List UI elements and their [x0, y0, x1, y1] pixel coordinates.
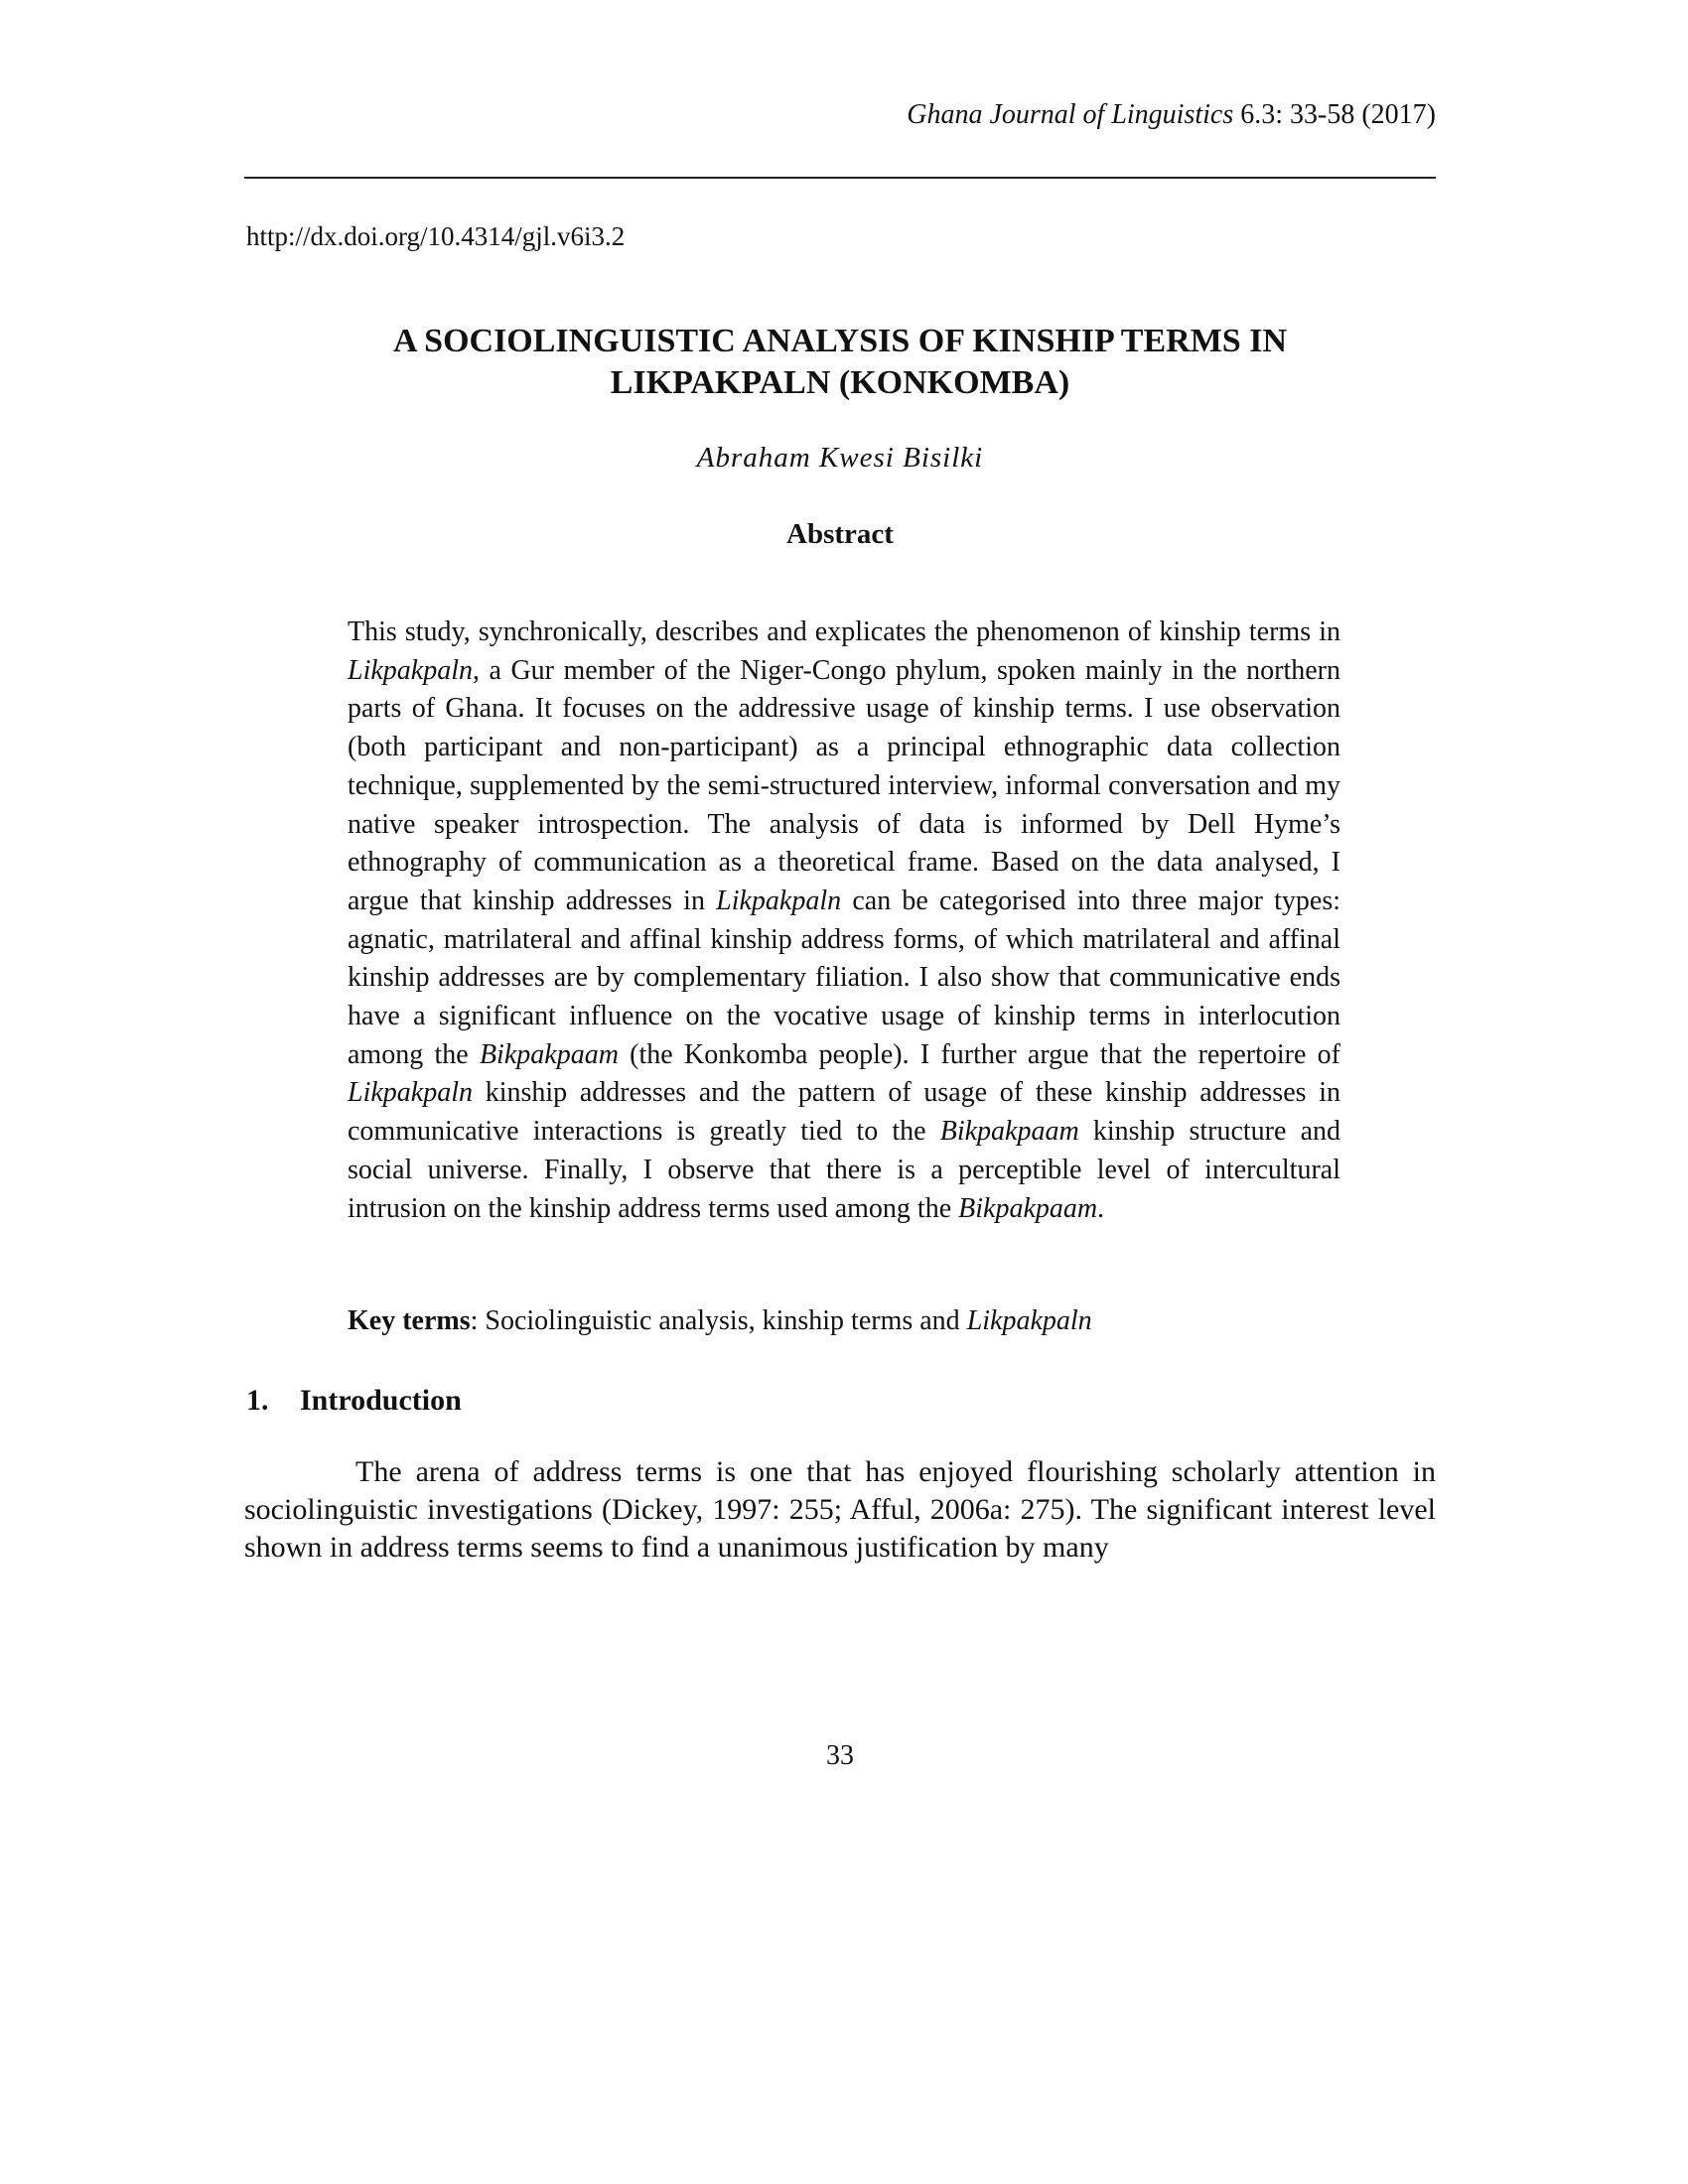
paper-title: [244, 321, 1436, 404]
running-header: [244, 99, 1436, 131]
abstract-text: [348, 614, 1340, 1228]
abstract-italic-term: Bikpakpaam: [479, 1038, 619, 1070]
introduction-paragraph: The arena of address terms is one that has enjoyed flourishing scholarly attention in sociolinguistic investigations (Dickey, 1997: 255; Afful, 2006a: 275). The significant interest level shown in address terms seems to find a unanimous justification by many: [244, 1455, 1436, 1564]
journal-name: Ghana Journal of Linguistics: [907, 99, 1234, 130]
title-line-2: LIKPAKPALN (KONKOMBA): [610, 364, 1070, 401]
abstract-heading: Abstract: [786, 518, 894, 550]
abstract-segment: can be categorised into three major types: agnatic, matrilateral and affinal kinship address forms, of which matrilateral and affinal kinship addresses are by complementary filiation. I also show that communicative ends have a significant influence on the vocative usage of kinship terms in interlocution among the: [348, 885, 1340, 1070]
doi-link[interactable]: http://dx.doi.org/10.4314/gjl.v6i3.2: [246, 221, 626, 251]
abstract-italic-term: Likpakpaln: [348, 1077, 473, 1109]
key-terms-italic: Likpakpaln: [966, 1305, 1092, 1336]
key-terms-label: Key terms: [348, 1305, 471, 1336]
abstract-italic-term: Bikpakpaam: [958, 1192, 1098, 1224]
abstract-segment: , a Gur member of the Niger-Congo phylum, spoken mainly in the northern parts of Ghana. It focuses on the addressive usage of kinship terms. I use observation (both participant and non-participant) as a principal ethnographic data collection technique, supplemented by the semi-structured interview, informal conversation and my native speaker introspection. The analysis of data is informed by Dell Hyme’s ethnography of communication as a theoretical frame. Based on the data analysed, I argue that kinship addresses in: [348, 654, 1340, 916]
section-title: Introduction: [300, 1384, 462, 1417]
abstract-italic-term: Likpakpaln: [716, 885, 842, 916]
page-number: 33: [826, 1740, 854, 1771]
section-heading-introduction: [246, 1384, 462, 1418]
abstract-segment: kinship addresses and the pattern of usage of these kinship addresses in communicative interactions is greatly tied to the: [348, 1077, 1340, 1148]
author-name: Abraham Kwesi Bisilki: [696, 442, 984, 474]
journal-citation: 6.3: 33-58 (2017): [1233, 99, 1436, 130]
key-terms: [348, 1305, 1340, 1337]
key-terms-text: : Sociolinguistic analysis, kinship terms and: [470, 1305, 967, 1336]
abstract-italic-term: Likpakpaln: [348, 654, 473, 686]
header-rule: [244, 177, 1436, 179]
title-line-1: A SOCIOLINGUISTIC ANALYSIS OF KINSHIP TERMS IN: [392, 323, 1288, 359]
abstract-italic-term: Bikpakpaam: [939, 1116, 1079, 1148]
abstract-segment: kinship structure and social universe. Finally, I observe that there is a perceptible level of intercultural intrusion on the kinship address terms used among the: [348, 1116, 1340, 1224]
abstract-segment: .: [1097, 1192, 1105, 1224]
section-number: 1.: [246, 1384, 269, 1417]
abstract-segment: This study, synchronically, describes and explicates the phenomenon of kinship terms in: [348, 616, 1340, 647]
abstract-segment: (the Konkomba people). I further argue that the repertoire of: [618, 1038, 1340, 1070]
